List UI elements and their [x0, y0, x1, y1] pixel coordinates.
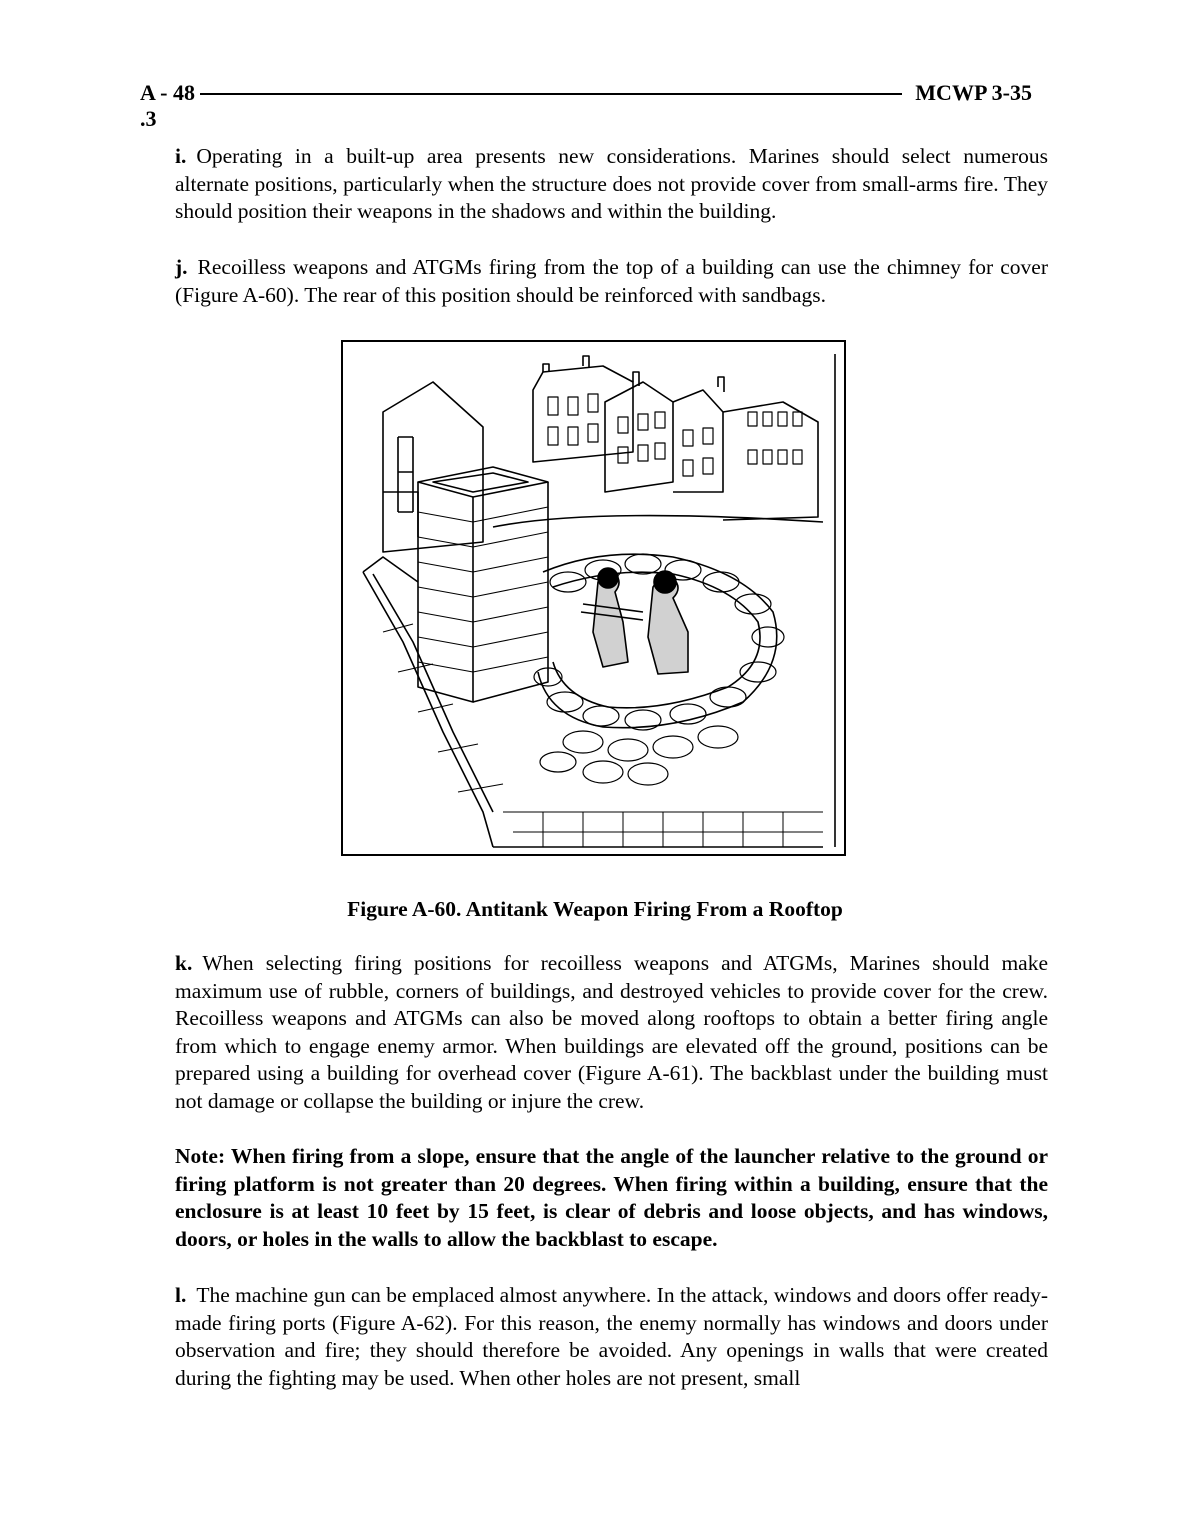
figure-a60-illustration — [341, 340, 846, 856]
paragraph-j — [175, 254, 1048, 309]
note-block — [175, 1143, 1048, 1253]
figure-caption: Figure A-60. Antitank Weapon Firing From a Rooftop — [347, 897, 843, 921]
header-rule — [200, 93, 902, 95]
paragraph-text: The machine gun can be emplaced almost anywhere. In the attack, windows and doors offer ready-made firing ports (Figure A-62). For this reason, the enemy normally has windows and doors under observation and fire; they should therefore be avoided. Any openings in walls that were created during the fighting may be used. When other holes are not present, small — [175, 1283, 1048, 1390]
paragraph-label: j. — [175, 255, 188, 279]
paragraph-l — [175, 1282, 1048, 1392]
paragraph-text: When selecting firing positions for recoilless weapons and ATGMs, Marines should make maximum use of rubble, corners of buildings, and destroyed vehicles to provide cover for the crew. Recoilless weapons and ATGMs can also be moved along rooftops to obtain a better firing angle from which to engage enemy armor. When buildings are elevated off the ground, positions can be prepared using a building for overhead cover (Figure A-61). The backblast under the building must not damage or collapse the building or injure the crew. — [175, 951, 1048, 1113]
paragraph-k — [175, 950, 1048, 1115]
rooftop-chimney-drawing — [343, 342, 844, 854]
note-text: Note: When firing from a slope, ensure that the angle of the launcher relative to the ground or firing platform is not greater than 20 degrees. When firing within a building, ensure that the enclosure is at least 10 feet by 15 feet, is clear of debris and loose objects, and has windows, doors, or holes in the walls to allow the backblast to escape. — [175, 1144, 1048, 1251]
document-id: MCWP 3-35 — [911, 80, 1032, 106]
paragraph-text: Operating in a built-up area presents new considerations. Marines should select numerous alternate positions, particularly when the structure does not provide cover from small-arms fire. They should position their weapons in the shadows and within the building. — [175, 144, 1048, 223]
page-header — [140, 80, 1032, 106]
paragraph-i — [175, 143, 1048, 226]
paragraph-label: k. — [175, 951, 193, 975]
paragraph-text: Recoilless weapons and ATGMs firing from the top of a building can use the chimney for cover (Figure A-60). The rear of this position should be reinforced with sandbags. — [175, 255, 1048, 307]
paragraph-label: l. — [175, 1283, 187, 1307]
page-number: A - 48 — [140, 80, 199, 106]
page-number-tail: .3 — [140, 106, 157, 131]
paragraph-label: i. — [175, 144, 187, 168]
